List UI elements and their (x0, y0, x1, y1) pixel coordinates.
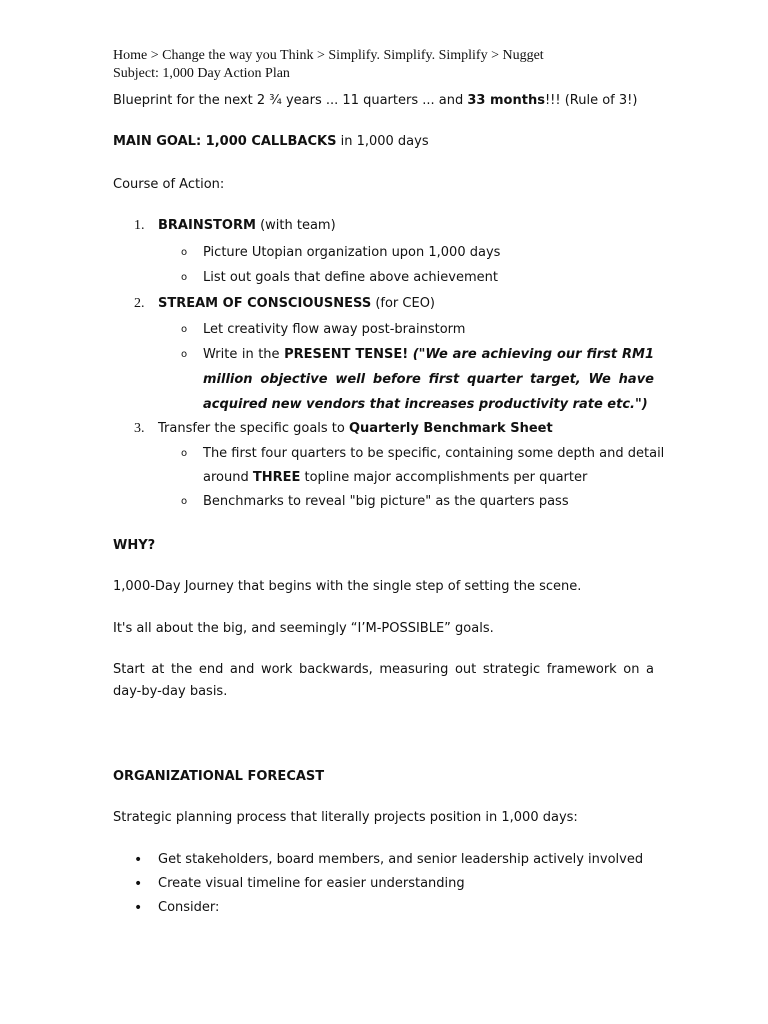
main-goal-post: in 1,000 days (336, 134, 429, 149)
sub-bullet-marker: o (181, 496, 188, 507)
why-para-1: 1,000-Day Journey that begins with the single step of setting the scene. (113, 579, 582, 594)
step-3-sub-1-pre: around (203, 470, 253, 485)
present-quote-1: ("We are achieving our first RM1 (412, 347, 654, 362)
bullet-marker: • (134, 876, 143, 892)
step-2-post: (for CEO) (371, 296, 435, 311)
why-para-2: It's all about the big, and seemingly “I’M-POSSIBLE” goals. (113, 621, 494, 636)
sub-bullet-marker: o (181, 324, 188, 335)
step-3-pre: Transfer the specific goals to (158, 421, 349, 436)
step-1-bold: BRAINSTORM (158, 218, 256, 233)
step-2-sub-1: Let creativity flow away post-brainstorm (203, 322, 466, 337)
sub-bullet-marker: o (181, 272, 188, 283)
step-number: 2. (134, 296, 145, 311)
main-goal (113, 133, 429, 151)
sub-bullet-marker: o (181, 448, 188, 459)
step-3-sub-1-line-1: The first four quarters to be specific, containing some depth and detail (203, 446, 665, 461)
step-number: 1. (134, 218, 145, 233)
blueprint-post: !!! (Rule of 3!) (544, 93, 638, 108)
blueprint-text: Blueprint for the next 2 ¾ years ... 11 quarters ... and (113, 93, 468, 108)
step-3 (158, 420, 553, 438)
breadcrumb: Home > Change the way you Think > Simplify. Simplify. Simplify > Nugget (113, 48, 544, 63)
step-3-sub-1-post: topline major accomplishments per quarter (300, 470, 588, 485)
forecast-bullet-1: Get stakeholders, board members, and senior leadership actively involved (158, 852, 644, 867)
present-pre: Write in the (203, 347, 285, 362)
why-para-3: Start at the end and work backwards, measuring out strategic framework on a day-by-day basis. (113, 662, 654, 699)
step-2 (158, 295, 435, 313)
present-tense-bold: PRESENT TENSE! (284, 347, 409, 362)
forecast-bullet-3: Consider: (158, 900, 220, 915)
sub-bullet-marker: o (181, 349, 188, 360)
subject-line: Subject: 1,000 Day Action Plan (113, 66, 290, 81)
step-number: 3. (134, 421, 145, 436)
blueprint-bold: 33 months (467, 93, 545, 108)
present-quote-3: acquired new vendors that increases productivity rate etc.") (203, 397, 648, 412)
why-heading: WHY? (113, 538, 156, 553)
course-heading: Course of Action: (113, 177, 225, 192)
forecast-heading: ORGANIZATIONAL FORECAST (113, 769, 325, 784)
step-3-sub-1-bold: THREE (252, 470, 301, 485)
step-1 (158, 217, 336, 235)
forecast-intro: Strategic planning process that literally projects position in 1,000 days: (113, 810, 578, 825)
step-1-sub-1: Picture Utopian organization upon 1,000 days (203, 245, 501, 260)
main-goal-label: MAIN GOAL: 1,000 CALLBACKS (113, 134, 337, 149)
step-2-bold: STREAM OF CONSCIOUSNESS (158, 296, 372, 311)
step-1-sub-2: List out goals that define above achievement (203, 270, 498, 285)
step-3-sub-1-line-2 (203, 469, 587, 487)
step-2-sub-2-line-1 (203, 346, 654, 364)
step-3-sub-2: Benchmarks to reveal "big picture" as the quarters pass (203, 494, 569, 509)
bullet-marker: • (134, 852, 143, 868)
blueprint-line (113, 92, 637, 110)
forecast-bullet-2: Create visual timeline for easier understanding (158, 876, 465, 891)
step-3-bold: Quarterly Benchmark Sheet (349, 421, 553, 436)
present-quote-2: million objective well before first quarter target, We have (203, 372, 654, 387)
bullet-marker: • (134, 900, 143, 916)
step-1-post: (with team) (255, 218, 336, 233)
sub-bullet-marker: o (181, 247, 188, 258)
